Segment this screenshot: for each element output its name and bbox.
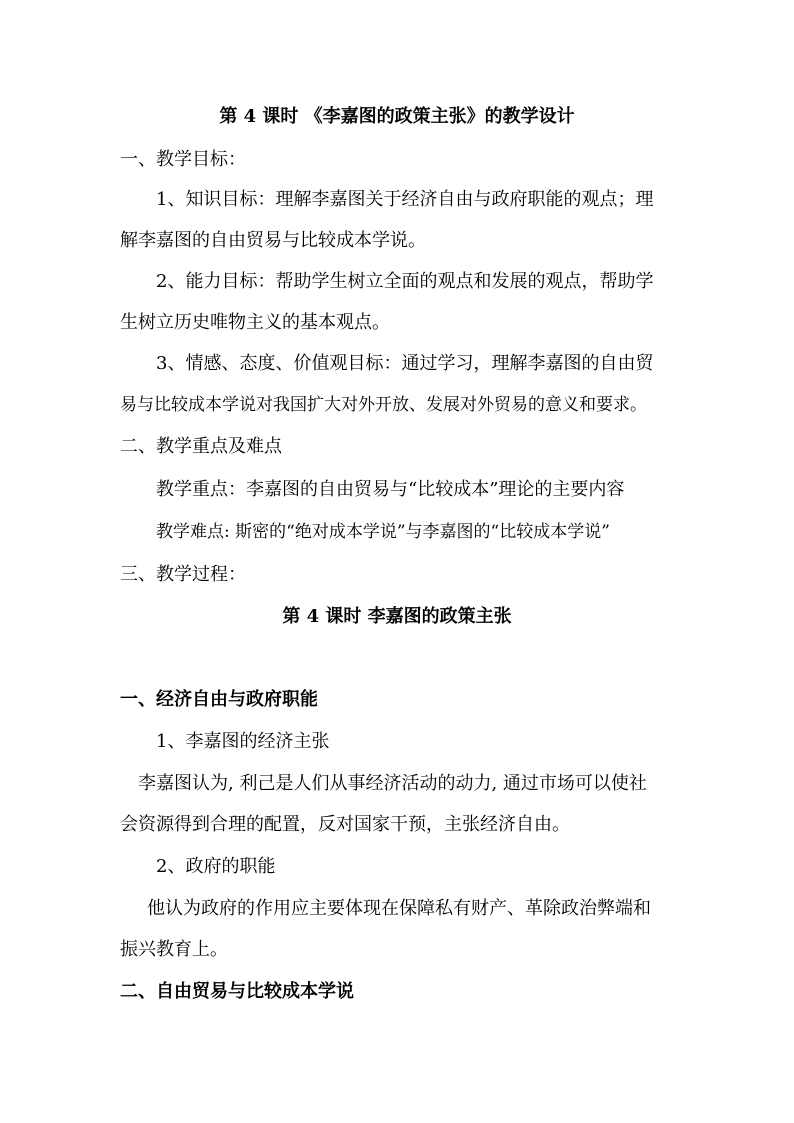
part1-para1-line2: 会资源得到合理的配置，反对国家干预，主张经济自由。 xyxy=(120,814,570,835)
part2-heading: 二、自由贸易与比较成本学说 xyxy=(120,981,354,1002)
key-point: 教学重点：李嘉图的自由贸易与“比较成本”理论的主要内容 xyxy=(156,479,625,500)
goal2-line2: 生树立历史唯物主义的基本观点。 xyxy=(120,312,390,333)
part1-para2-line1: 他认为政府的作用应主要体现在保障私有财产、革除政治弊端和 xyxy=(147,898,651,919)
goal3-line1: 3、情感、态度、价值观目标：通过学习，理解李嘉图的自由贸 xyxy=(156,353,654,374)
key-heading: 二、教学重点及难点 xyxy=(120,436,282,457)
goal2-line1: 2、能力目标：帮助学生树立全面的观点和发展的观点，帮助学 xyxy=(156,271,654,292)
goal1-line1: 1、知识目标：理解李嘉图关于经济自由与政府职能的观点；理 xyxy=(156,189,654,210)
difficulty: 教学难点: 斯密的“绝对成本学说”与李嘉图的“比较成本学说” xyxy=(156,522,610,542)
part1-para1-line1: 李嘉图认为, 利己是人们从事经济活动的动力, 通过市场可以使社 xyxy=(138,773,647,794)
part1-para2-line2: 振兴教育上。 xyxy=(120,939,228,960)
goal3-line2: 易与比较成本学说对我国扩大对外开放、发展对外贸易的意义和要求。 xyxy=(120,395,647,415)
document-title: 第 4 课时 《李嘉图的政策主张》的教学设计 xyxy=(219,106,575,127)
part1-sub2: 2、政府的职能 xyxy=(156,856,276,877)
goals-heading: 一、教学目标： xyxy=(120,149,246,170)
part1-heading: 一、经济自由与政府职能 xyxy=(120,689,318,710)
goal1-line2: 解李嘉图的自由贸易与比较成本学说。 xyxy=(120,230,426,251)
part1-sub1: 1、李嘉图的经济主张 xyxy=(156,731,330,752)
lesson-title: 第 4 课时 李嘉图的政策主张 xyxy=(282,606,512,627)
process-heading: 三、教学过程： xyxy=(120,564,246,585)
